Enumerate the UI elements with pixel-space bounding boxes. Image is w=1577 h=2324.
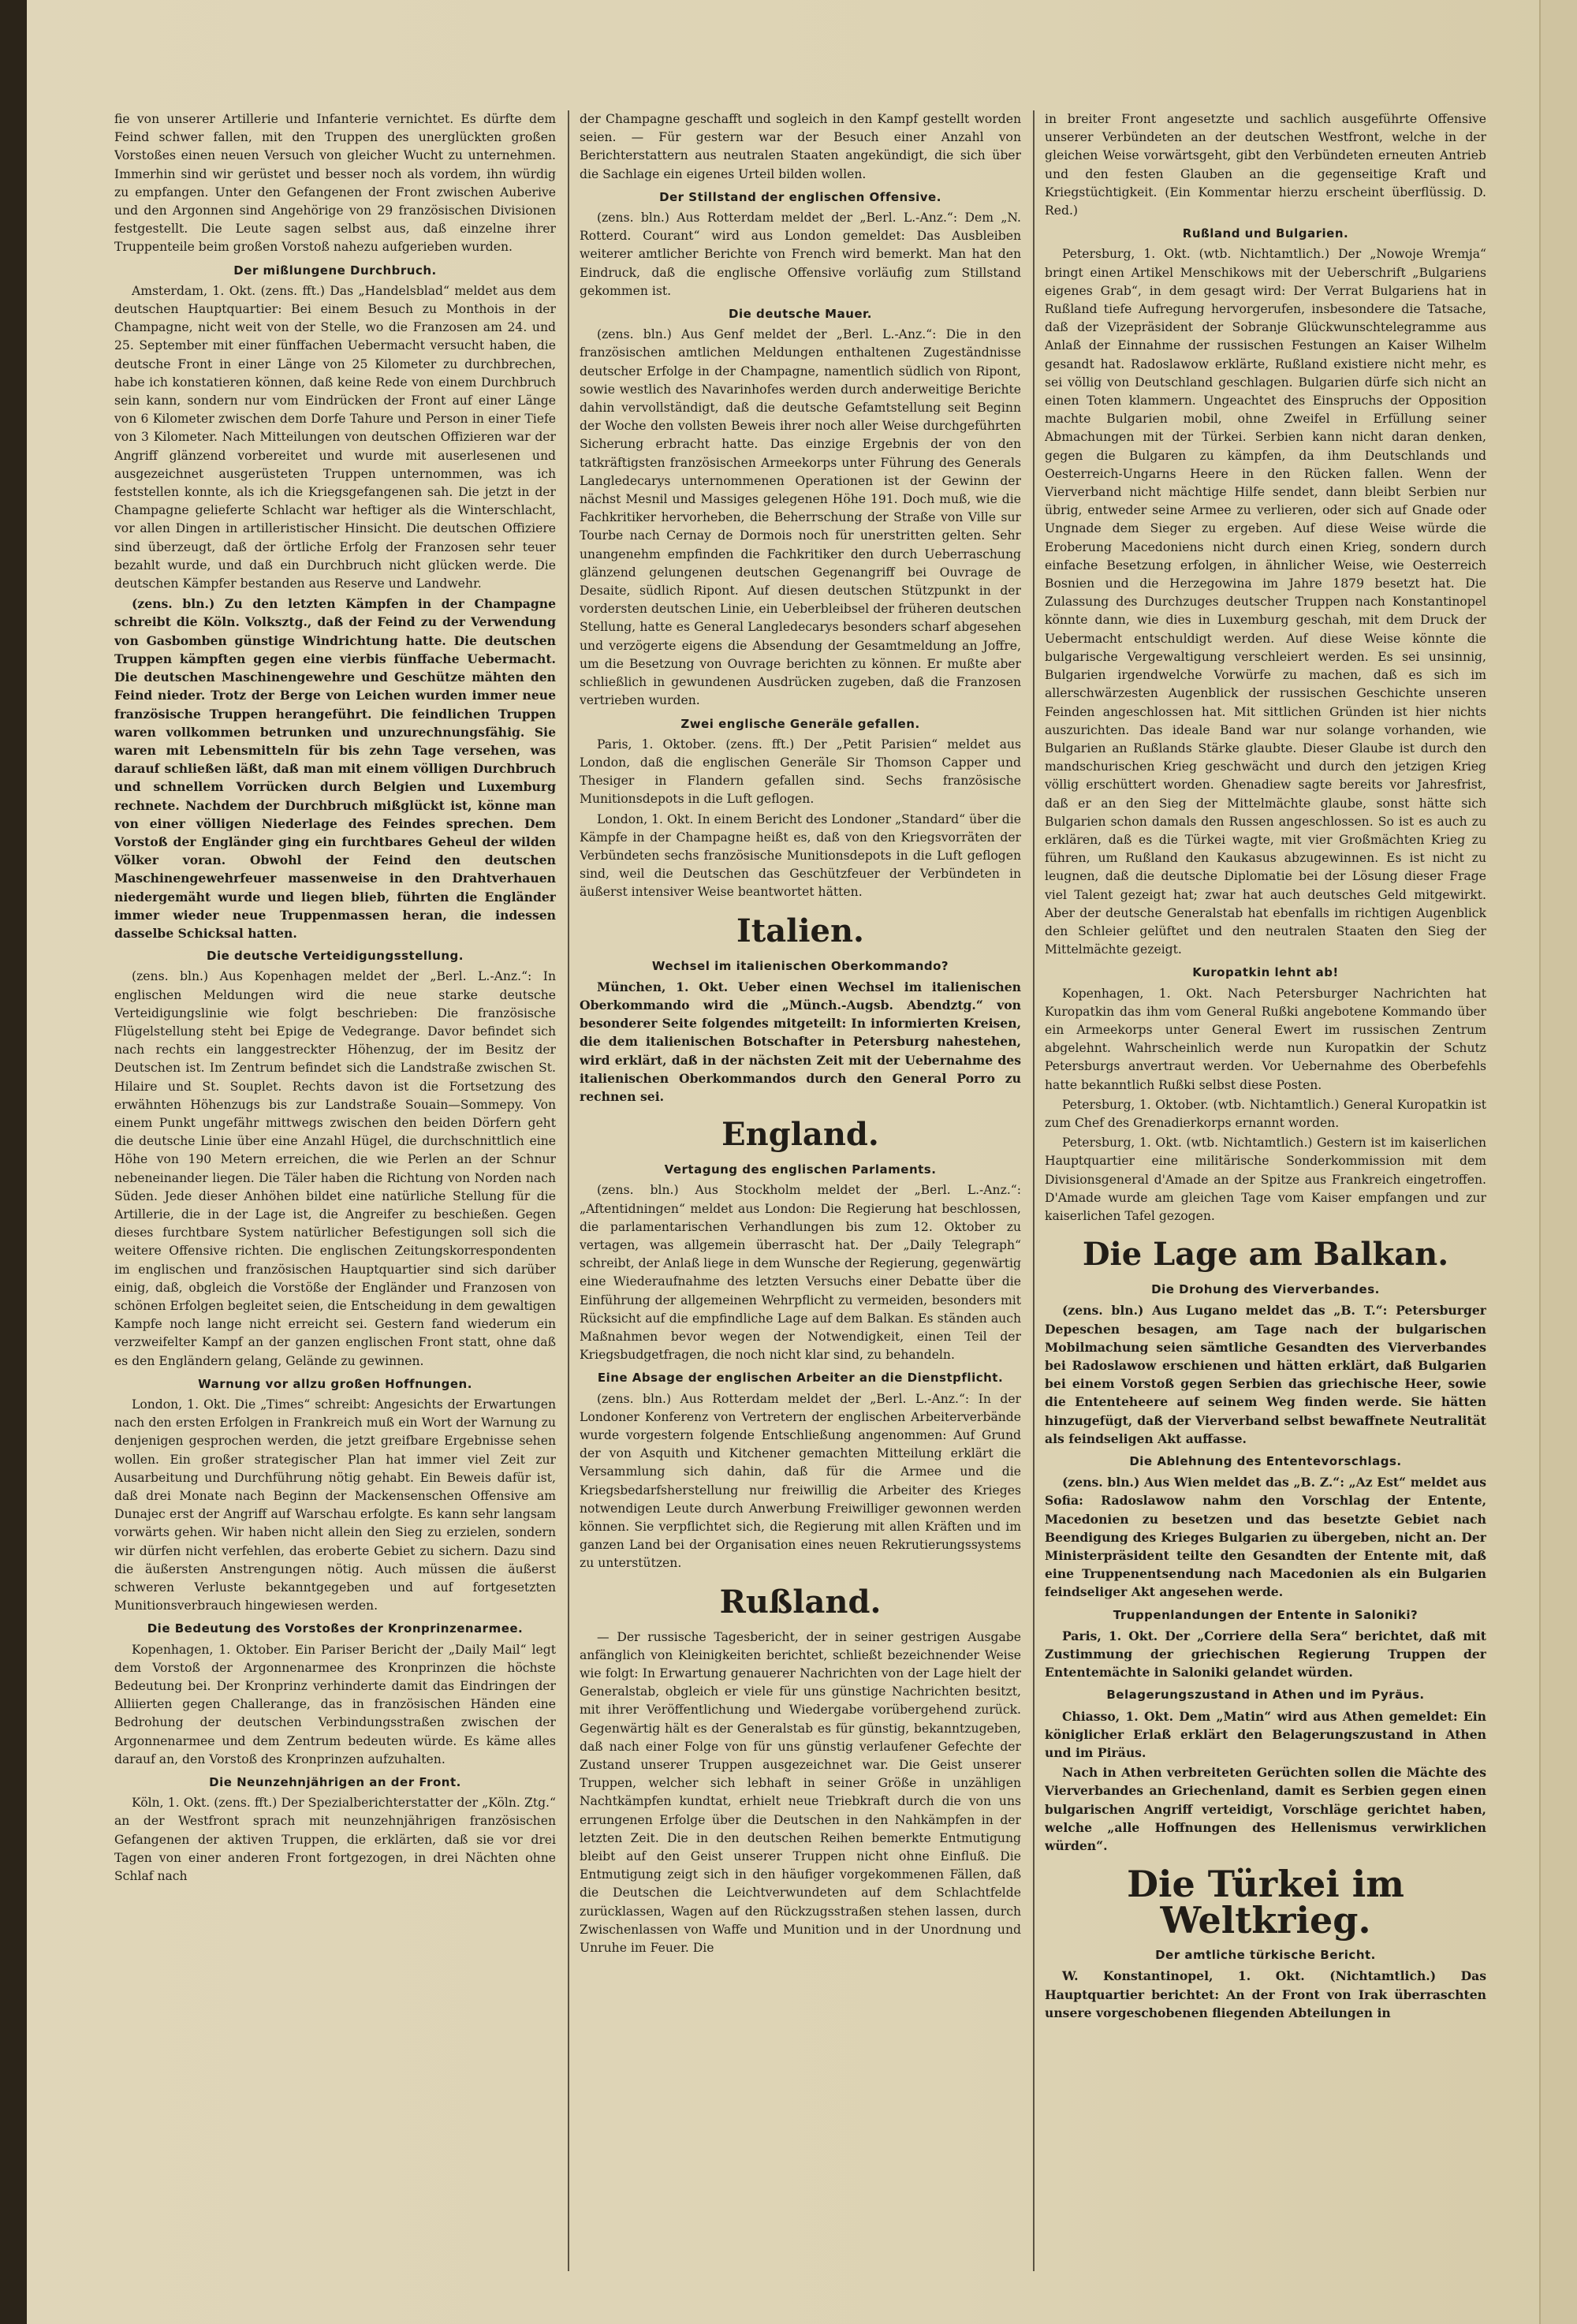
column-3 [1045, 110, 1486, 2271]
article-heading: Zwei englische Generäle gefallen. [680, 716, 920, 731]
article-paragraph: London, 1. Okt. In einem Bericht des Londoner „Standard“ über die Kämpfe in der Champagne heißt es, daß von den Kriegsvorräten der Verbündeten sechs französische Munitionsdepots in die Luft geflogen sind, weil die Deutschen das Geschützfeuer der Verbündeten in äußerst intensiver Weise beantwortet hätten. [580, 811, 1021, 900]
article-paragraph: Petersburg, 1. Okt. (wtb. Nichtamtlich.) Gestern ist im kaiserlichen Hauptquartier eine militärische Sonderkommission mit dem Divisionsgeneral d'Amade an der Spitze aus Frankreich eingetroffen. D'Amade wurde am gleichen Tage vom Kaiser empfangen und zur kaiserlichen Tafel gezogen. [1045, 1136, 1486, 1223]
article-heading: Die Ablehnung des Ententevorschlags. [1129, 1454, 1402, 1469]
article-paragraph: W. Konstantinopel, 1. Okt. (Nichtamtlich.) Das Hauptquartier berichtet: An der Front von Irak überraschten unsere vorgeschobenen fliegenden Abteilungen in [1045, 1968, 1486, 2020]
article-paragraph: (zens. bln.) Aus Rotterdam meldet der „Berl. L.-Anz.“: Dem „N. Rotterd. Courant“ wird aus London gemeldet: Das Ausbleiben weiterer amtlicher Berichte von French wird bemerkt. Man hat den Eindruck, daß die englische Offensive vorläufig zum Stillstand gekommen ist. [580, 211, 1021, 298]
article-heading: Kuropatkin lehnt ab! [1192, 965, 1339, 980]
section-title-tuerkei: Die Türkei im Weltkrieg. [1127, 1863, 1404, 1942]
article-paragraph: (zens. bln.) Aus Lugano meldet das „B. T.“: Petersburger Depeschen besagen, am Tage nach der bulgarischen Mobilmachung seien sämtliche Gesandten des Vierverbandes bei Radoslawow erschienen und hätten erklärt, daß Bulgarien bei einem Vorstoß gegen Serbien das griechische Heer, sowie die Ententeheere auf seinem Weg finden werde. Sie hätten hinzugefügt, daß der Vierverband selbst bewaffnete Neutralität als feindseligen Akt auffasse. [1045, 1303, 1486, 1446]
article-heading: Truppenlandungen der Entente in Saloniki? [1113, 1607, 1419, 1622]
article-paragraph: Petersburg, 1. Okt. (wtb. Nichtamtlich.) Der „Nowoje Wremja“ bringt einen Artikel Menschikows mit der Ueberschrift „Bulgariens eigenes Grab“, in dem gesagt wird: Der Verrat Bulgariens hat in Rußland tiefe Aufregung hervorgerufen, insbesondere die Tatsache, daß der Vizepräsident der Sobranje Glückwunschtelegramme aus Anlaß der Einnahme der russischen Festungen an Kaiser Wilhelm gesandt hat. Radoslawow erklärte, Rußland existiere nicht mehr, es sei völlig von Deutschland geschlagen. Bulgarien dürfe sich nicht an einen Toten klammern. Ungeachtet des Einspruchs der Opposition machte Bulgarien mobil, ohne Zweifel in Erfüllung seiner Abmachungen mit der Türkei. Serbien kann nicht daran denken, gegen die Bulgaren zu kämpfen, da ihm Deutschlands und Oesterreich-Ungarns Heere in den Rücken fallen. Wenn der Vierverband nicht mächtige Hilfe sendet, dann bleibt Serbien nur übrig, entweder seine Armee zu verlieren, oder sich auf Gnade oder Ungnade dem Sieger zu ergeben. Auf diese Weise würde die Eroberung Macedoniens nicht durch einen Krieg, sondern durch einfache Besetzung erfolgen, in ähnlicher Weise, wie Oesterreich Bosnien und die Herzegowina im Jahre 1879 besetzt hat. Die Zulassung des Durchzuges deutscher Truppen nach Konstantinopel könnte dann, wie dies in Luxemburg geschah, mit dem Druck der Uebermacht entschuldigt werden. Auf diese Weise könnte die bulgarische Vergewaltigung verschleiert werden. Es sei unsinnig, Bulgarien irgendwelche Vorwürfe zu machen, daß es sich im allerschwärzesten Augenblick der russischen Geschichte unseren Feinden angeschlossen hat. Mit sittlichen Gründen ist hier nichts auszurichten. Das ideale Band war nur solange vorhanden, wie Bulgarien an Rußlands Stärke glaubte. Dieser Glaube ist durch den mandschurischen Krieg geschwächt und durch den jetzigen Krieg völlig erschüttert worden. Ghenadiew sagte bereits vor Jahresfrist, daß er an den Sieg der Mittelmächte glaube, sonst hätte sich Bulgarien schon damals den Russen angeschlossen. So ist es auch zu erklären, daß es die Türkei wagte, mit vier Großmächten Krieg zu führen, um Rußland den Kaukasus abzugewinnen. Es ist nicht zu leugnen, daß die deutsche Diplomatie bei der Lösung dieser Frage viel Talent gezeigt hat; zwar hat auch deutsches Geld mitgewirkt. Aber der deutsche Generalstab hat ebenfalls im richtigen Augenblick den Schleier gelüftet und den neutralen Staaten den Sieg der Mittelmächte gezeigt. [1045, 247, 1486, 957]
article-paragraph: (zens. bln.) Zu den letzten Kämpfen in der Champagne schreibt die Köln. Volksztg., daß der Feind zu der Verwendung von Gasbomben günstige Windrichtung hatte. Die deutschen Truppen kämpften gegen eine vierbis fünffache Uebermacht. Die deutschen Maschinengewehre und Geschütze mähten den Feind nieder. Trotz der Berge von Leichen wurden immer neue französische Truppen herangeführt. Die feindlichen Truppen waren vollkommen betrunken und unzurechnungsfähig. Sie waren mit Lebensmitteln für bis zehn Tage versehen, was darauf schließen läßt, daß man mit einem völligen Durchbruch und schnellem Vorrücken durch Belgien und Luxemburg rechnete. Nachdem der Durchbruch mißglückt ist, könne man von einer völligen Niederlage des Feindes sprechen. Dem Vorstoß der Engländer ging ein furchtbares Geheul der wilden Völker voran. Obwohl der Feind den deutschen Maschinengewehrfeuer massenweise in den Drahtverhauen niedergemäht wurde und liegen blieb, führten die Engländer immer wieder neue Truppenmassen heran, die indessen dasselbe Schicksal hatten. [114, 596, 556, 941]
article-paragraph: fie von unserer Artillerie und Infanterie vernichtet. Es dürfte dem Feind schwer fallen, mit den Truppen des unerglückten großen Vorstoßes einen neuen Versuch von gleicher Wucht zu unternehmen. Immerhin sind wir gerüstet und besser noch als vordem, ihn würdig zu empfangen. Unter den Gefangenen der Front zwischen Auberive und den Argonnen sind Angehörige von 29 französischen Divisionen festgestellt. Die Leute sagen selbst aus, daß einzelne ihrer Truppenteile beim großen Vorstoß nahezu aufgerieben wurden. [114, 112, 556, 255]
article-heading: Rußland und Bulgarien. [1182, 226, 1349, 241]
article-paragraph: Chiasso, 1. Okt. Dem „Matin“ wird aus Athen gemeldet: Ein königlicher Erlaß erklärt den Belagerungszustand in Athen und im Piräus. [1045, 1708, 1486, 1761]
article-heading: Der amtliche türkische Bericht. [1155, 1948, 1376, 1963]
article-heading: Die deutsche Mauer. [729, 307, 872, 322]
article-heading: Die deutsche Verteidigungsstellung. [207, 949, 464, 964]
article-paragraph: Petersburg, 1. Oktober. (wtb. Nichtamtlich.) General Kuropatkin ist zum Chef des Grenadierkorps ernannt worden. [1045, 1097, 1486, 1130]
article-paragraph: (zens. bln.) Aus Rotterdam meldet der „Berl. L.-Anz.“: In der Londoner Konferenz von Vertretern der englischen Arbeiterverbände wurde vorgestern folgende Entschließung angenommen: Auf Grund der von Asquith und Kitchener gemachten Mitteilung erklärt die Versammlung sich dahin, daß für die Armee und die Kriegsbedarfsherstellung nur freiwillig die Arbeiter des Krieges notwendigen Leute durch Anwerbung Freiwilliger gewonnen werden können. Sie verpflichtet sich, die Regierung mit allen Kräften und im ganzen Land bei der Organisation eines neuen Rekrutierungssystems zu unterstützen. [580, 1391, 1021, 1571]
article-paragraph: Paris, 1. Oktober. (zens. fft.) Der „Petit Parisien“ meldet aus London, daß die englischen Generäle Sir Thomson Capper und Thesiger in Flandern gefallen sind. Sechs französische Munitionsdepots in die Luft geflogen. [580, 737, 1021, 807]
article-heading: Die Bedeutung des Vorstoßes der Kronprinzenarmee. [147, 1621, 524, 1636]
column-2 [580, 110, 1021, 2271]
article-paragraph: (zens. bln.) Aus Genf meldet der „Berl. L.-Anz.“: Die in den französischen amtlichen Meldungen enthaltenen Zugeständnisse deutscher Erfolge in der Champagne, namentlich südlich von Ripont, sowie westlich des Navarinhofes werden durch anderweitige Berichte dahin vervollständigt, daß die deutsche Gefamtstellung seit Beginn der Woche den vollsten Beweis ihrer noch aller Weise durchgeführten Sicherung erbracht hatte. Das einzige Ergebnis der von den tatkräftigsten französischen Armeekorps unter Führung des Generals Langledecarys unternommenen Operationen ist der Gewinn der nächst Mesnil und Massiges gelegenen Höhe 191. Doch muß, wie die Fachkritiker hervorheben, die Beherrschung der Straße von Ville sur Tourbe nach Cernay de Dormois noch für unerstritten gelten. Sehr unangenehm empfinden die Fachkritiker den durch Ueberraschung glänzend gelungenen deutschen Gegenangriff bei Ouvrage de Desaite, südlich Ripont. Auf diesen deutschen Stützpunkt in der vordersten deutschen Linie, ein Ueberbleibsel der früheren deutschen Stellung, hatte es General Langledecarys besonders scharf abgesehen und verzögerte eigens die Absendung der Gesamtmeldung an Joffre, um die Besetzung von Ouvrage berichten zu können. Er mußte aber schließlich in gewundenen Ausdrücken zugeben, daß die Franzosen vertrieben wurden. [580, 327, 1021, 708]
article-heading: Die Drohung des Vierverbandes. [1151, 1282, 1380, 1297]
article-paragraph: Kopenhagen, 1. Okt. Nach Petersburger Nachrichten hat Kuropatkin das ihm vom General Rußki angebotene Kommando über ein Armeekorps unter General Ewert im russischen Zentrum abgelehnt. Wahrscheinlich werde nun Kuropatkin der Schutz Petersburgs anvertraut werden. Vor Uebernahme des Oberbefehls hatte bekanntlich Rußki selbst diese Posten. [1045, 986, 1486, 1092]
article-paragraph: Kopenhagen, 1. Oktober. Ein Pariser Bericht der „Daily Mail“ legt dem Vorstoß der Argonnenarmee des Kronprinzen die höchste Bedeutung bei. Der Kronprinz verhinderte damit das Eindringen der Alliierten gegen Challerange, das in französischen Händen eine Bedrohung der deutschen Verbindungsstraßen zwischen der Argonnenarmee und dem Zentrum bedeuten würde. Es käme alles darauf an, den Vorstoß des Kronprinzen aufzuhalten. [114, 1642, 556, 1766]
article-heading: Warnung vor allzu großen Hoffnungen. [198, 1376, 472, 1391]
article-heading: Die Neunzehnjährigen an der Front. [209, 1775, 461, 1790]
article-paragraph: (zens. bln.) Aus Kopenhagen meldet der „Berl. L.-Anz.“: In englischen Meldungen wird die neue starke deutsche Verteidigungslinie wie folgt beschrieben: Die französische Flügelstellung steht bei Epige de Vedegrange. Davor befindet sich nach rechts ein langgestreckter Höhenzug, der im Besitz der Deutschen ist. Im Zentrum befindet sich die Landstraße zwischen St. Hilaire und St. Souplet. Rechts davon ist die Fortsetzung des erwähnten Höhenzugs bis zur Landstraße Souain—Sommepy. Von einem Punkt ungefähr mittwegs zwischen den beiden Dörfern geht die deutsche Linie über eine Anzahl Hügel, die durchschnittlich eine Höhe von 190 Metern erreichen, die wie Perlen an der Schnur nebeneinander liegen. Die Täler haben die Richtung von Norden nach Süden. Jede dieser Anhöhen bildet eine natürliche Stellung für die Artillerie, die in der Lage ist, die Angreifer zu beschießen. Gegen dieses furchtbare System natürlicher Befestigungen soll sich die weitere Offensive richten. Die englischen Zeitungskorrespondenten im englischen und französischen Hauptquartier sind sich darüber einig, daß, obgleich die Vorstöße der Engländer und Franzosen von schönen Erfolgen begleitet seien, die Entscheidung in dem gewaltigen Kampfe noch lange nicht erreicht sei. Gestern fand wiederum ein verzweifelter Kampf an der ganzen englischen Front statt, ohne daß es den Engländern gelang, Gelände zu gewinnen. [114, 969, 556, 1368]
section-title-italien: Italien. [736, 912, 864, 949]
article-paragraph: (zens. bln.) Aus Wien meldet das „B. Z.“: „Az Est“ meldet aus Sofia: Radoslawow nahm den Vorschlag der Entente, Macedonien zu besetzen und das besetzte Gebiet nach Beendigung des Krieges Bulgarien zu übergeben, nicht an. Der Ministerpräsident teilte den Gesandten der Entente mit, daß eine Truppenentsendung nach Macedonien als ein Bulgarien feindseliger Akt angesehen werde. [1045, 1475, 1486, 1600]
article-heading: Eine Absage der englischen Arbeiter an die Dienstpflicht. [597, 1371, 1004, 1386]
section-title-balkan: Die Lage am Balkan. [1082, 1236, 1449, 1274]
article-heading: Belagerungszustand in Athen und im Pyräus. [1106, 1688, 1425, 1703]
scan-left-edge [0, 0, 27, 2324]
article-heading: Der Stillstand der englischen Offensive. [659, 189, 941, 204]
article-heading: Der mißlungene Durchbruch. [233, 263, 437, 278]
section-title-russland: Rußland. [719, 1583, 882, 1621]
article-paragraph: Amsterdam, 1. Okt. (zens. fft.) Das „Handelsblad“ meldet aus dem deutschen Hauptquartier: Bei einem Besuch zu Monthois in der Champagne, nicht weit von der Stelle, wo die Franzosen am 24. und 25. September mit einer fünffachen Uebermacht versucht haben, die deutsche Front in einer Länge von 25 Kilometer zu durchbrechen, habe ich konstatieren können, daß keine Rede von einem Durchbruch sein kann, sondern nur vom Eindrücken der Front auf einer Länge von 6 Kilometer zwischen dem Dorfe Tahure und Person in einer Tiefe von 3 Kilometer. Nach Mitteilungen von deutschen Offizieren war der Angriff glänzend vorbereitet und wurde mit auserlesenen und ausgezeichnet ausgerüsteten Truppen unternommen, was ich feststellen konnte, als ich die Kriegsgefangenen sah. Die jetzt in der Champagne gelieferte Schlacht war heftiger als die Winterschlacht, vor allen Dingen in artilleristischer Hinsicht. Die deutschen Offiziere sind überzeugt, daß der örtliche Erfolg der Franzosen sehr teuer bezahlt wurde, und daß ein Durchbruch nicht glücken werde. Die deutschen Kämpfer bestanden aus Reserve und Landwehr. [114, 283, 556, 591]
article-heading: Vertagung des englischen Parlaments. [664, 1162, 937, 1177]
scan-right-edge [1539, 0, 1577, 2324]
article-heading: Wechsel im italienischen Oberkommando? [651, 958, 949, 973]
article-paragraph: London, 1. Okt. Die „Times“ schreibt: Angesichts der Erwartungen nach den ersten Erfolgen in Frankreich muß ein Wort der Warnung zu denjenigen gesprochen werden, die jetzt greifbare Ergebnisse sehen wollen. Ein großer strategischer Plan hat immer viel Zeit zur Ausarbeitung und Durchführung nötig gehabt. Ein Beweis dafür ist, daß drei Monate nach Beginn der Mackensenschen Offensive am Dunajec erst der Angriff auf Warschau erfolgte. Es kann sehr langsam vorwärts gehen. Wir haben nicht allein den Sieg zu erzielen, sondern wir dürfen nicht verfehlen, das eroberte Gebiet zu sichern. Dazu sind die äußersten Anstrengungen nötig. Auch müssen die äußerst schweren Verluste bekanntgegeben und auf fortgesetzten Munitionsverbrauch hingewiesen werden. [114, 1397, 556, 1613]
article-paragraph: Paris, 1. Okt. Der „Corriere della Sera“ berichtet, daß mit Zustimmung der griechischen Regierung Truppen der Ententemächte in Saloniki gelandet würden. [1045, 1628, 1486, 1681]
column-rule-1 [568, 110, 569, 2271]
article-paragraph: in breiter Front angesetzte und sachlich ausgeführte Offensive unserer Verbündeten an der deutschen Westfront, welche in der gleichen Weise vorwärtsgeht, gibt den Verbündeten erneuten Antrieb und den festen Glauben an die gegenseitige Kraft und Kriegstüchtigkeit. (Ein Kommentar hierzu erscheint überflüssig. D. Red.) [1045, 112, 1486, 218]
article-paragraph: München, 1. Okt. Ueber einen Wechsel im italienischen Oberkommando wird die „Münch.-Augsb. Abendztg.“ von besonderer Seite folgendes mitgeteilt: In informierten Kreisen, die dem italienischen Botschafter in Petersburg nahestehen, wird erklärt, daß in der nächsten Zeit mit der Uebernahme des italienischen Oberkommandos durch den General Porro zu rechnen sei. [580, 979, 1021, 1104]
article-paragraph: der Champagne geschafft und sogleich in den Kampf gestellt worden seien. — Für gestern war der Besuch einer Anzahl von Berichterstattern aus neutralen Staaten angekündigt, die sich über die Sachlage ein eigenes Urteil bilden wollen. [580, 112, 1021, 181]
column-rule-2 [1033, 110, 1035, 2271]
article-paragraph: Nach in Athen verbreiteten Gerüchten sollen die Mächte des Vierverbandes an Griechenland, damit es Serbien gegen einen bulgarischen Angriff verteidigt, Vorschläge gerichtet haben, welche „alle Hoffnungen des Hellenismus verwirklichen würden“. [1045, 1765, 1486, 1854]
article-paragraph: Köln, 1. Okt. (zens. fft.) Der Spezialberichterstatter der „Köln. Ztg.“ an der Westfront sprach mit neunzehnjährigen französischen Gefangenen der aktiven Truppen, die erklärten, daß sie vor drei Tagen von einer anderen Front fortgezogen, in drei Nächten ohne Schlaf nach [114, 1796, 556, 1884]
article-paragraph: (zens. bln.) Aus Stockholm meldet der „Berl. L.-Anz.“: „Aftentidningen“ meldet aus London: Die Regierung hat beschlossen, die parlamentarischen Verhandlungen bis zum 12. Oktober zu vertagen, was allgemein überrascht hat. Der „Daily Telegraph“ schreibt, der Anlaß liege in dem Wunsche der Regierung, gegenwärtig eine Wiederaufnahme des letzten Versuchs einer Debatte über die Einführung der allgemeinen Wehrpflicht zu vermeiden, besonders mit Rücksicht auf die empfindliche Lage auf dem Balkan. Es ständen auch Maßnahmen bevor wegen der Notwendigkeit, einen Teil der Kriegsbudgetfragen, die noch nicht klar sind, zu behandeln. [580, 1183, 1021, 1363]
column-1 [114, 110, 556, 2271]
section-title-england: England. [721, 1116, 879, 1154]
article-paragraph: — Der russische Tagesbericht, der in seiner gestrigen Ausgabe anfänglich von Kleinigkeiten berichtet, schließt bezeichnender Weise wie folgt: In Erwartung genauerer Nachrichten von der Lage hielt der Generalstab, obgleich er viele für uns günstige Nachrichten besitzt, mit ihrer Veröffentlichung und Wiedergabe vorübergehend zurück. Gegenwärtig hält es der Generalstab es für günstig, bekanntzugeben, daß nach einer Folge von für uns günstig verlaufener Gefechte der Zustand unserer Truppen ausgezeichnet war. Die Geist unserer Truppen, welcher sich lebhaft in seiner Größe in unzähligen Nachtkämpfen kundtat, erhielt neue Triebkraft durch die von uns errungenen Erfolge über die Deutschen in den Nahkämpfen in der letzten Zeit. Die in den deutschen Reihen bemerkte Entmutigung bleibt auf den Geist unserer Truppen nicht ohne Einfluß. Die Entmutigung zeigt sich in den häufiger vorgekommenen Fällen, daß die Deutschen die Leichtverwundeten auf dem Schlachtfelde zurücklassen, Wagen auf den Rückzugsstraßen stehen lassen, durch Zwischenlassen von Waffe und Munition und in der Unordnung und Unruhe im Feuer. Die [580, 1629, 1021, 1956]
